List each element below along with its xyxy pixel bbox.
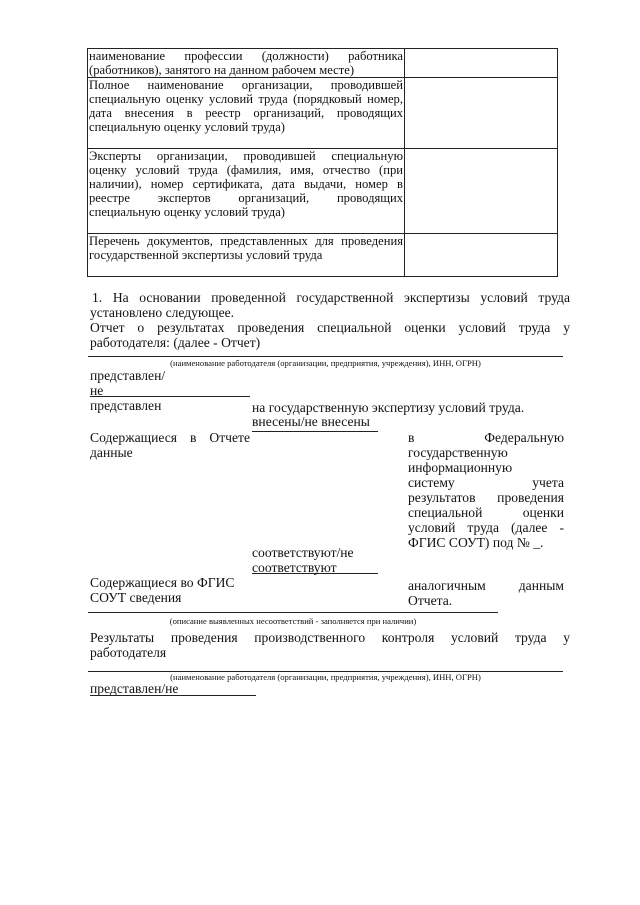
table-cell-value[interactable] bbox=[405, 234, 558, 277]
paragraph-basis: 1. На основании проведенной государственной экспертизы условий труда установлено следующее. bbox=[90, 290, 570, 320]
fgis-line: государственную bbox=[408, 445, 508, 460]
word: специальной bbox=[408, 505, 483, 520]
presented-choice-2: представлен/не bbox=[90, 681, 179, 696]
fgis-data-label: Содержащиеся во ФГИС СОУТ сведения bbox=[90, 575, 235, 605]
employer-caption-2: (наименование работодателя (организации, предприятия, учреждения), ИНН, ОГРН) bbox=[170, 672, 481, 682]
word: - bbox=[559, 520, 564, 535]
word: данным bbox=[518, 578, 564, 593]
table-cell-value[interactable] bbox=[405, 149, 558, 234]
report-end: Отчета. bbox=[408, 593, 453, 608]
word: (далее bbox=[511, 520, 548, 535]
table-cell-label: Перечень документов, представленных для проведения государственной экспертизы условий труда bbox=[88, 234, 405, 277]
table-cell-value[interactable] bbox=[405, 78, 558, 149]
fgis-paragraph bbox=[408, 430, 564, 550]
word: систему bbox=[408, 475, 455, 490]
paragraph-report: Отчет о результатах проведения специальной оценки условий труда у работодателя: (далее - Отчет) bbox=[90, 320, 570, 350]
discrepancies-caption: (описание выявленных несоответствий - заполняется при наличии) bbox=[169, 616, 417, 626]
fgis-line: информационную bbox=[408, 460, 513, 475]
table-row bbox=[88, 149, 558, 234]
report-data-label: Содержащиеся в Отчете данные bbox=[90, 430, 250, 460]
fgis-line bbox=[408, 430, 564, 445]
employer-caption: (наименование работодателя (организации, предприятия, учреждения), ИНН, ОГРН) bbox=[170, 358, 481, 368]
fgis-line: ФГИС СОУТ) под № _. bbox=[408, 535, 544, 550]
table-row bbox=[88, 49, 558, 78]
word: условий bbox=[408, 520, 456, 535]
word: результатов bbox=[408, 490, 476, 505]
submitted-choice: внесены/не внесены bbox=[252, 414, 370, 429]
paragraph-production-control: Результаты проведения производственного контроля условий труда у работодателя bbox=[90, 630, 570, 660]
fgis-line bbox=[408, 475, 564, 490]
table-row bbox=[88, 234, 558, 277]
word: аналогичным bbox=[408, 578, 486, 593]
word: учета bbox=[532, 475, 564, 490]
analogous-line bbox=[408, 578, 564, 593]
word: в bbox=[408, 430, 415, 445]
presented-line[interactable] bbox=[90, 396, 250, 397]
table-cell-value[interactable] bbox=[405, 49, 558, 78]
info-table bbox=[87, 48, 558, 277]
employer-line[interactable] bbox=[88, 356, 563, 357]
submitted-text: на государственную экспертизу условий труда. bbox=[252, 400, 525, 415]
presented-choice: представлен/не представлен bbox=[90, 368, 166, 413]
fgis-line bbox=[408, 520, 564, 535]
discrepancies-line[interactable] bbox=[88, 612, 498, 613]
table-cell-label: Полное наименование организации, проводившей специальную оценку условий труда (порядковый номер, дата внесения в реестр организаций, проводящих специальную оценку условий труда) bbox=[88, 78, 405, 149]
submitted-line[interactable] bbox=[252, 431, 378, 432]
table-cell-label: Эксперты организации, проводившей специальную оценку условий труда (фамилия, имя, отчество (при наличии), номер сертификата, дата выдачи, номер в реестре экспертов организаций, проводящих специальную оценку условий труда) bbox=[88, 149, 405, 234]
fgis-line bbox=[408, 490, 564, 505]
word: Федеральную bbox=[484, 430, 564, 445]
fgis-line bbox=[408, 505, 564, 520]
word: оценки bbox=[522, 505, 564, 520]
correspond-choice: соответствуют/не соответствуют bbox=[252, 545, 354, 575]
word: проведения bbox=[497, 490, 564, 505]
table-row bbox=[88, 78, 558, 149]
presented-line-2[interactable] bbox=[90, 695, 256, 696]
correspond-line[interactable] bbox=[252, 573, 378, 574]
word: труда bbox=[467, 520, 500, 535]
table-cell-label: наименование профессии (должности) работника (работников), занятого на данном рабочем месте) bbox=[89, 49, 403, 77]
